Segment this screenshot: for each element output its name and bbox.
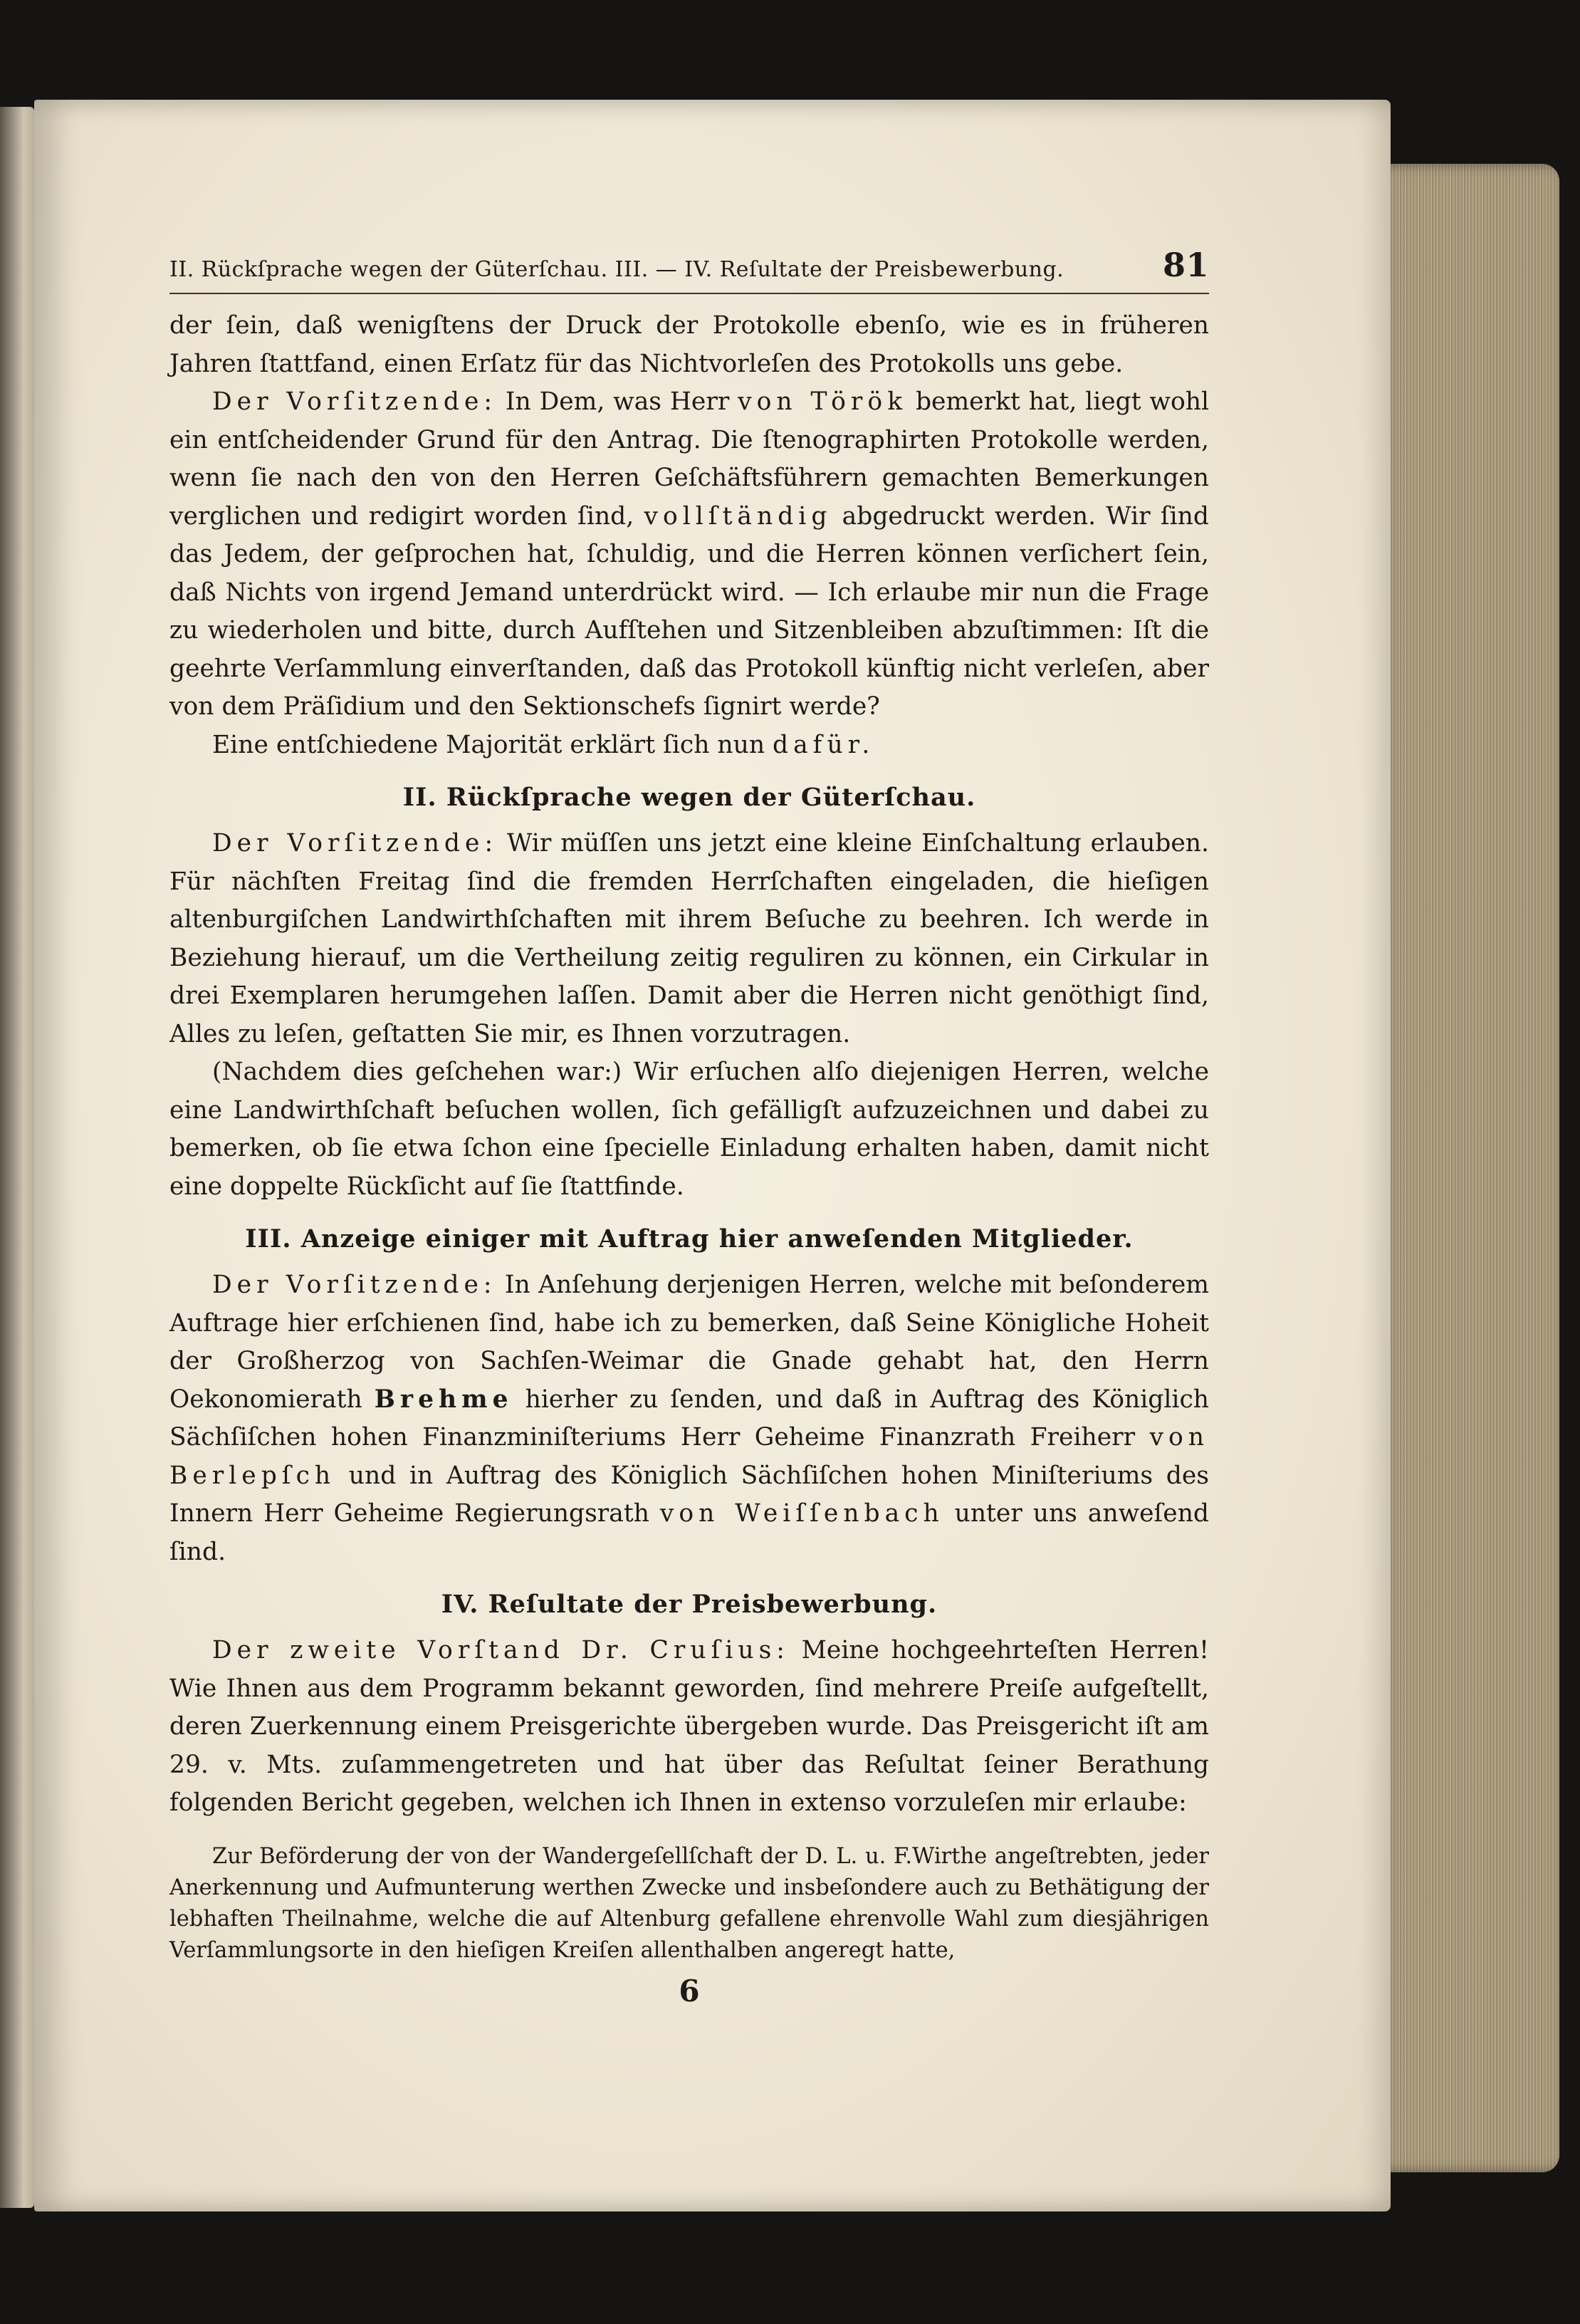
speaker: Der zweite Vorſtand Dr. Cruſius: xyxy=(212,1636,790,1664)
paragraph-section-ii-2: (Nachdem dies geſchehen war:) Wir erſuchen alſo diejenigen Herren, welche eine Landwirthſchaft beſuchen wollen, ſich gefälligſt aufzuzeichnen und dabei zu bemerken, ob ſie etwa ſchon eine ſpecielle Einladung erhalten haben, damit nicht eine doppelte Rückſicht auf ſie ſtattfinde. xyxy=(169,1058,1209,1201)
paragraph-chairman-1 xyxy=(169,383,1209,726)
running-head xyxy=(169,246,1209,294)
paragraph-continuation: der ſein, daß wenigſtens der Druck der Protokolle ebenſo, wie es in früheren Jahren ſtattfand, einen Erſatz für das Nichtvorleſen des Protokolls uns gebe. xyxy=(169,311,1209,378)
left-page-edge xyxy=(0,107,34,2208)
person-name: von Török xyxy=(738,387,908,416)
text: In Anſehung derjenigen Herren, welche mit beſonderem Auftrage hier erſchienen ſind, habe ich zu bemerken, daß Seine Königliche Hoheit der Großherzog von Sachſen-Weimar die Gnade gehabt hat, den Herrn Oekonomierath xyxy=(169,1271,1210,1414)
section-heading-iv: IV. Reſultate der Preisbewerbung. xyxy=(441,1590,938,1619)
text: Wir müſſen uns jetzt eine kleine Einſchaltung erlauben. Für nächſten Freitag ſind die fremden Herrſchaften eingeladen, die hieſigen altenburgiſchen Landwirthſchaften mit ihrem Beſuche zu beehren. Ich werde in Beziehung hierauf, um die Vertheilung zeitig reguliren zu können, ein Cirkular in drei Exemplaren herumgehen laſſen. Damit aber die Herren nicht genöthigt ſind, Alles zu leſen, geſtatten Sie mir, es Ihnen vorzutragen. xyxy=(169,829,1209,1048)
person-name: von Weiſſenbach xyxy=(659,1499,944,1528)
text: Eine entſchiedene Majorität erklärt ſich nun xyxy=(212,730,773,759)
text: abgedruckt werden. Wir ſind das Jedem, der geſprochen hat, ſchuldig, und die Herren können verſichert ſein, daß Nichts von irgend Jemand unterdrückt wird. — Ich erlaube mir nun die Frage zu wiederholen und bitte, durch Aufſtehen und Sitzenbleiben abzuſtimmen: Iſt die geehrte Verſammlung einverſtanden, daß das Protokoll künftig nicht verleſen, aber von dem Präſidium und den Sektionschefs ſignirt werde? xyxy=(169,501,1209,721)
page-number: 81 xyxy=(1162,246,1209,284)
paragraph-section-iii xyxy=(169,1266,1209,1571)
speaker: Der Vorſitzende: xyxy=(212,829,498,858)
emphasis: dafür. xyxy=(773,730,875,759)
text: und in Auftrag des Königlich Sächſiſchen hohen Miniſteriums des Innern Herr Geheime Regierungsrath xyxy=(169,1461,1209,1528)
text: hierher zu ſenden, und daß in Auftrag des Königlich Sächſiſchen hohen Finanzminiſteriums Herr Geheime Finanzrath Freiherr xyxy=(169,1385,1209,1452)
page-stack-edge xyxy=(1374,164,1559,2172)
report-text: Zur Beförderung der von der Wandergeſellſchaft der D. L. u. F.Wirthe angeſtrebten, jeder Anerkennung und Aufmunterung werthen Zwecke und insbeſondere auch zu Bethätigung der lebhaften Theilnahme, welche die auf Altenburg gefallene ehrenvolle Wahl zum diesjährigen Verſammlungsorte in den hieſigen Kreiſen allenthalben angeregt hatte, xyxy=(169,1843,1209,1963)
person-name: von Berlepſch xyxy=(169,1423,1209,1490)
paragraph-vote xyxy=(169,726,1209,765)
signature-mark: 6 xyxy=(679,1973,700,2008)
section-heading-iii: III. Anzeige einiger mit Auftrag hier anweſenden Mitglieder. xyxy=(245,1224,1134,1254)
speaker: Der Vorſitzende: xyxy=(212,1271,497,1299)
person-name: Brehme xyxy=(374,1385,513,1414)
emphasis: vollſtändig xyxy=(644,501,832,531)
running-head-title: II. Rückſprache wegen der Güterſchau. III. — IV. Reſultate der Preisbewerbung. xyxy=(169,257,1064,282)
text: unter uns anweſend ſind. xyxy=(169,1499,1210,1566)
paragraph-section-iv xyxy=(169,1632,1209,1823)
page-content xyxy=(169,246,1209,2008)
paragraph-section-ii xyxy=(169,825,1209,1053)
text: bemerkt hat, liegt wohl ein entſcheidender Grund für den Antrag. Die ſtenographirten Protokolle werden, wenn ſie nach den von den Herren Geſchäftsführern gemachten Bemerkungen verglichen und redigirt worden ſind, xyxy=(169,387,1209,531)
section-heading-ii: II. Rückſprache wegen der Güterſchau. xyxy=(402,783,976,812)
quoted-report xyxy=(169,1841,1209,1966)
speaker: Der Vorſitzende: xyxy=(212,387,498,416)
text: In Dem, was Herr xyxy=(497,387,738,416)
text: Meine hochgeehrteſten Herren! Wie Ihnen aus dem Programm bekannt geworden, ſind mehrere Preiſe aufgeſtellt, deren Zuerkennung einem Preisgerichte übergeben wurde. Das Preisgericht iſt am 29. v. Mts. zuſammengetreten und hat über das Reſultat ſeiner Berathung folgenden Bericht gegeben, welchen ich Ihnen in extenso vorzuleſen mir erlaube: xyxy=(169,1636,1209,1817)
